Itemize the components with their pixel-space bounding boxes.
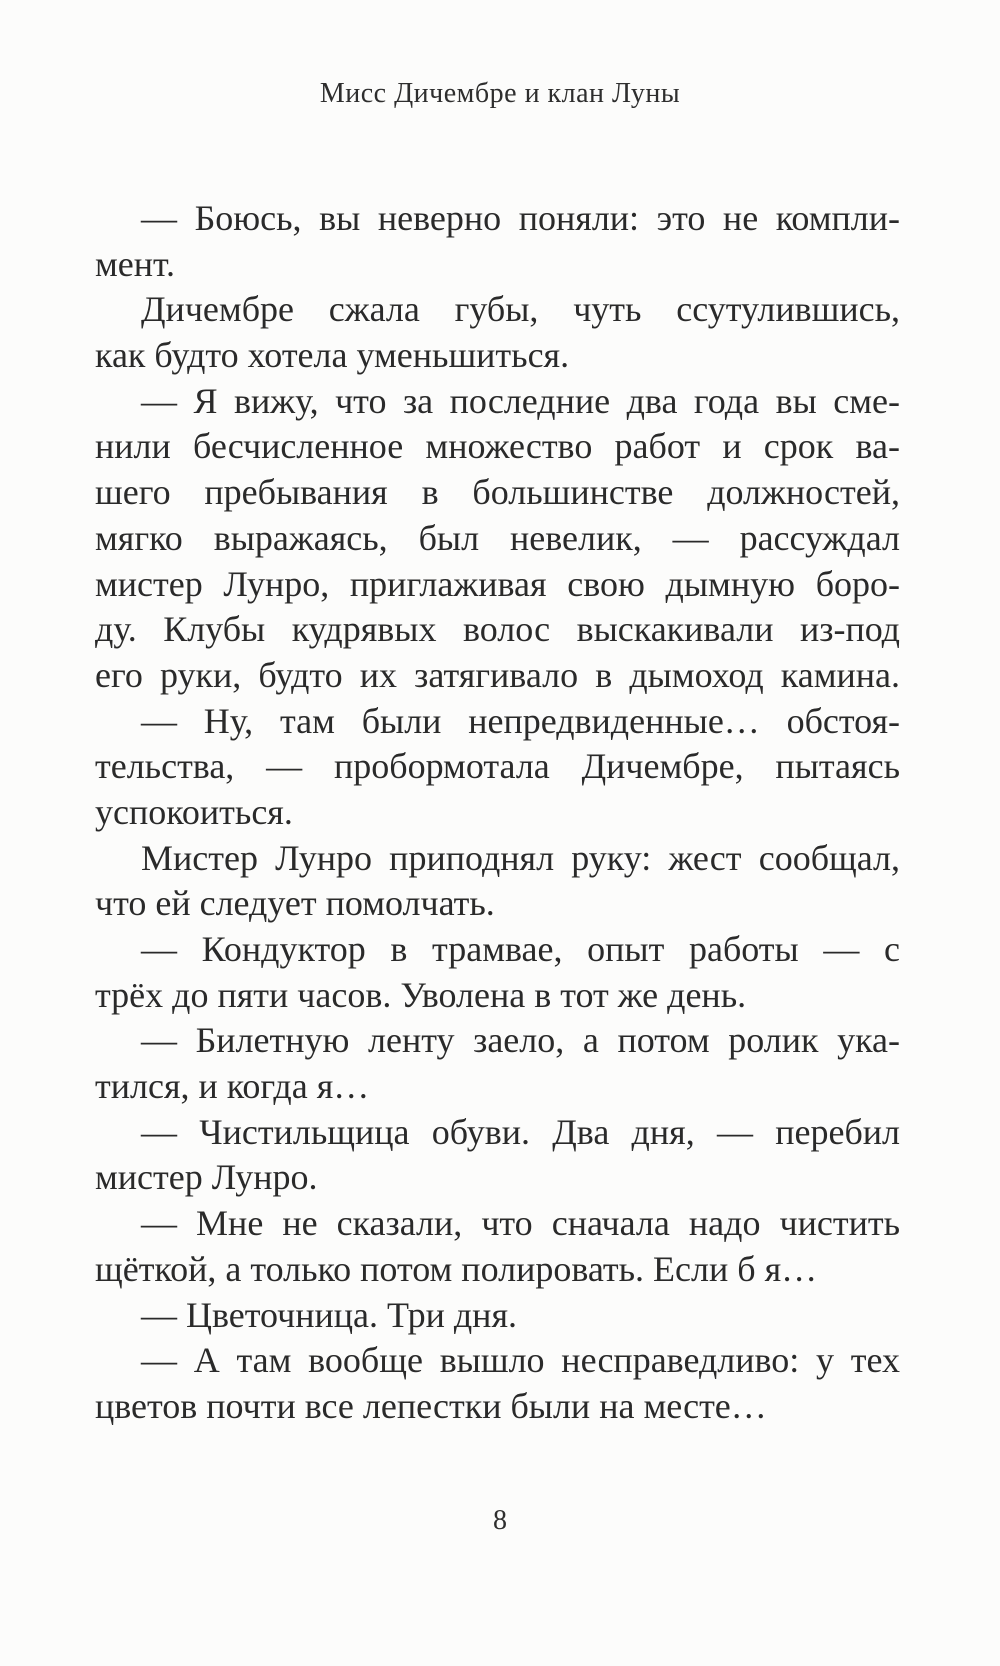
- page-number: 8: [493, 1505, 507, 1536]
- text-line: как будто хотела уменьшиться.: [95, 335, 570, 376]
- text-line: тельства, — пробормотала Дичембре, пытаясь: [95, 746, 900, 787]
- text-line: его руки, будто их затягивало в дымоход камина.: [95, 654, 900, 695]
- text-line: шего пребывания в большинстве должностей,: [95, 472, 900, 513]
- text-line: — Ну, там были непредвиденные… обстоя-: [141, 700, 900, 741]
- text-line: — Боюсь, вы неверно поняли: это не компли-: [141, 198, 900, 238]
- body-text: [95, 196, 900, 1430]
- text-line: мент.: [95, 243, 176, 284]
- text-line: Мистер Лунро приподнял руку: жест сообщал,: [141, 837, 900, 878]
- text-line: — Я вижу, что за последние два года вы сме-: [141, 380, 900, 421]
- text-line: мистер Лунро, приглаживая свою дымную боро-: [95, 563, 900, 604]
- text-line: нили бесчисленное множество работ и срок ва-: [95, 426, 900, 467]
- text-line: цветов почти все лепестки были на месте…: [95, 1385, 767, 1426]
- text-line: Дичембре сжала губы, чуть ссутулившись,: [141, 289, 900, 330]
- text-line: щёткой, а только потом полировать. Если б я…: [95, 1248, 818, 1289]
- text-line: — Билетную ленту заело, а потом ролик ука-: [141, 1020, 900, 1061]
- text-line: мистер Лунро.: [95, 1157, 318, 1198]
- text-line: тился, и когда я…: [95, 1066, 370, 1107]
- text-line: успокоиться.: [95, 791, 293, 832]
- text-line: — Мне не сказали, что сначала надо чистить: [141, 1203, 900, 1244]
- text-line: мягко выражаясь, был невелик, — рассуждал: [95, 517, 900, 558]
- text-line: — Цветочница. Три дня.: [141, 1294, 517, 1335]
- text-line: трёх до пяти часов. Уволена в тот же день.: [95, 974, 747, 1015]
- running-head: Мисс Дичембре и клан Луны: [319, 78, 681, 109]
- text-line: что ей следует помолчать.: [95, 883, 495, 924]
- text-line: ду. Клубы кудрявых волос выскакивали из-под: [95, 609, 900, 650]
- text-line: — А там вообще вышло несправедливо: у тех: [141, 1340, 900, 1381]
- text-line: — Чистильщица обуви. Два дня, — перебил: [141, 1111, 900, 1152]
- text-line: — Кондуктор в трамвае, опыт работы — с: [141, 929, 900, 969]
